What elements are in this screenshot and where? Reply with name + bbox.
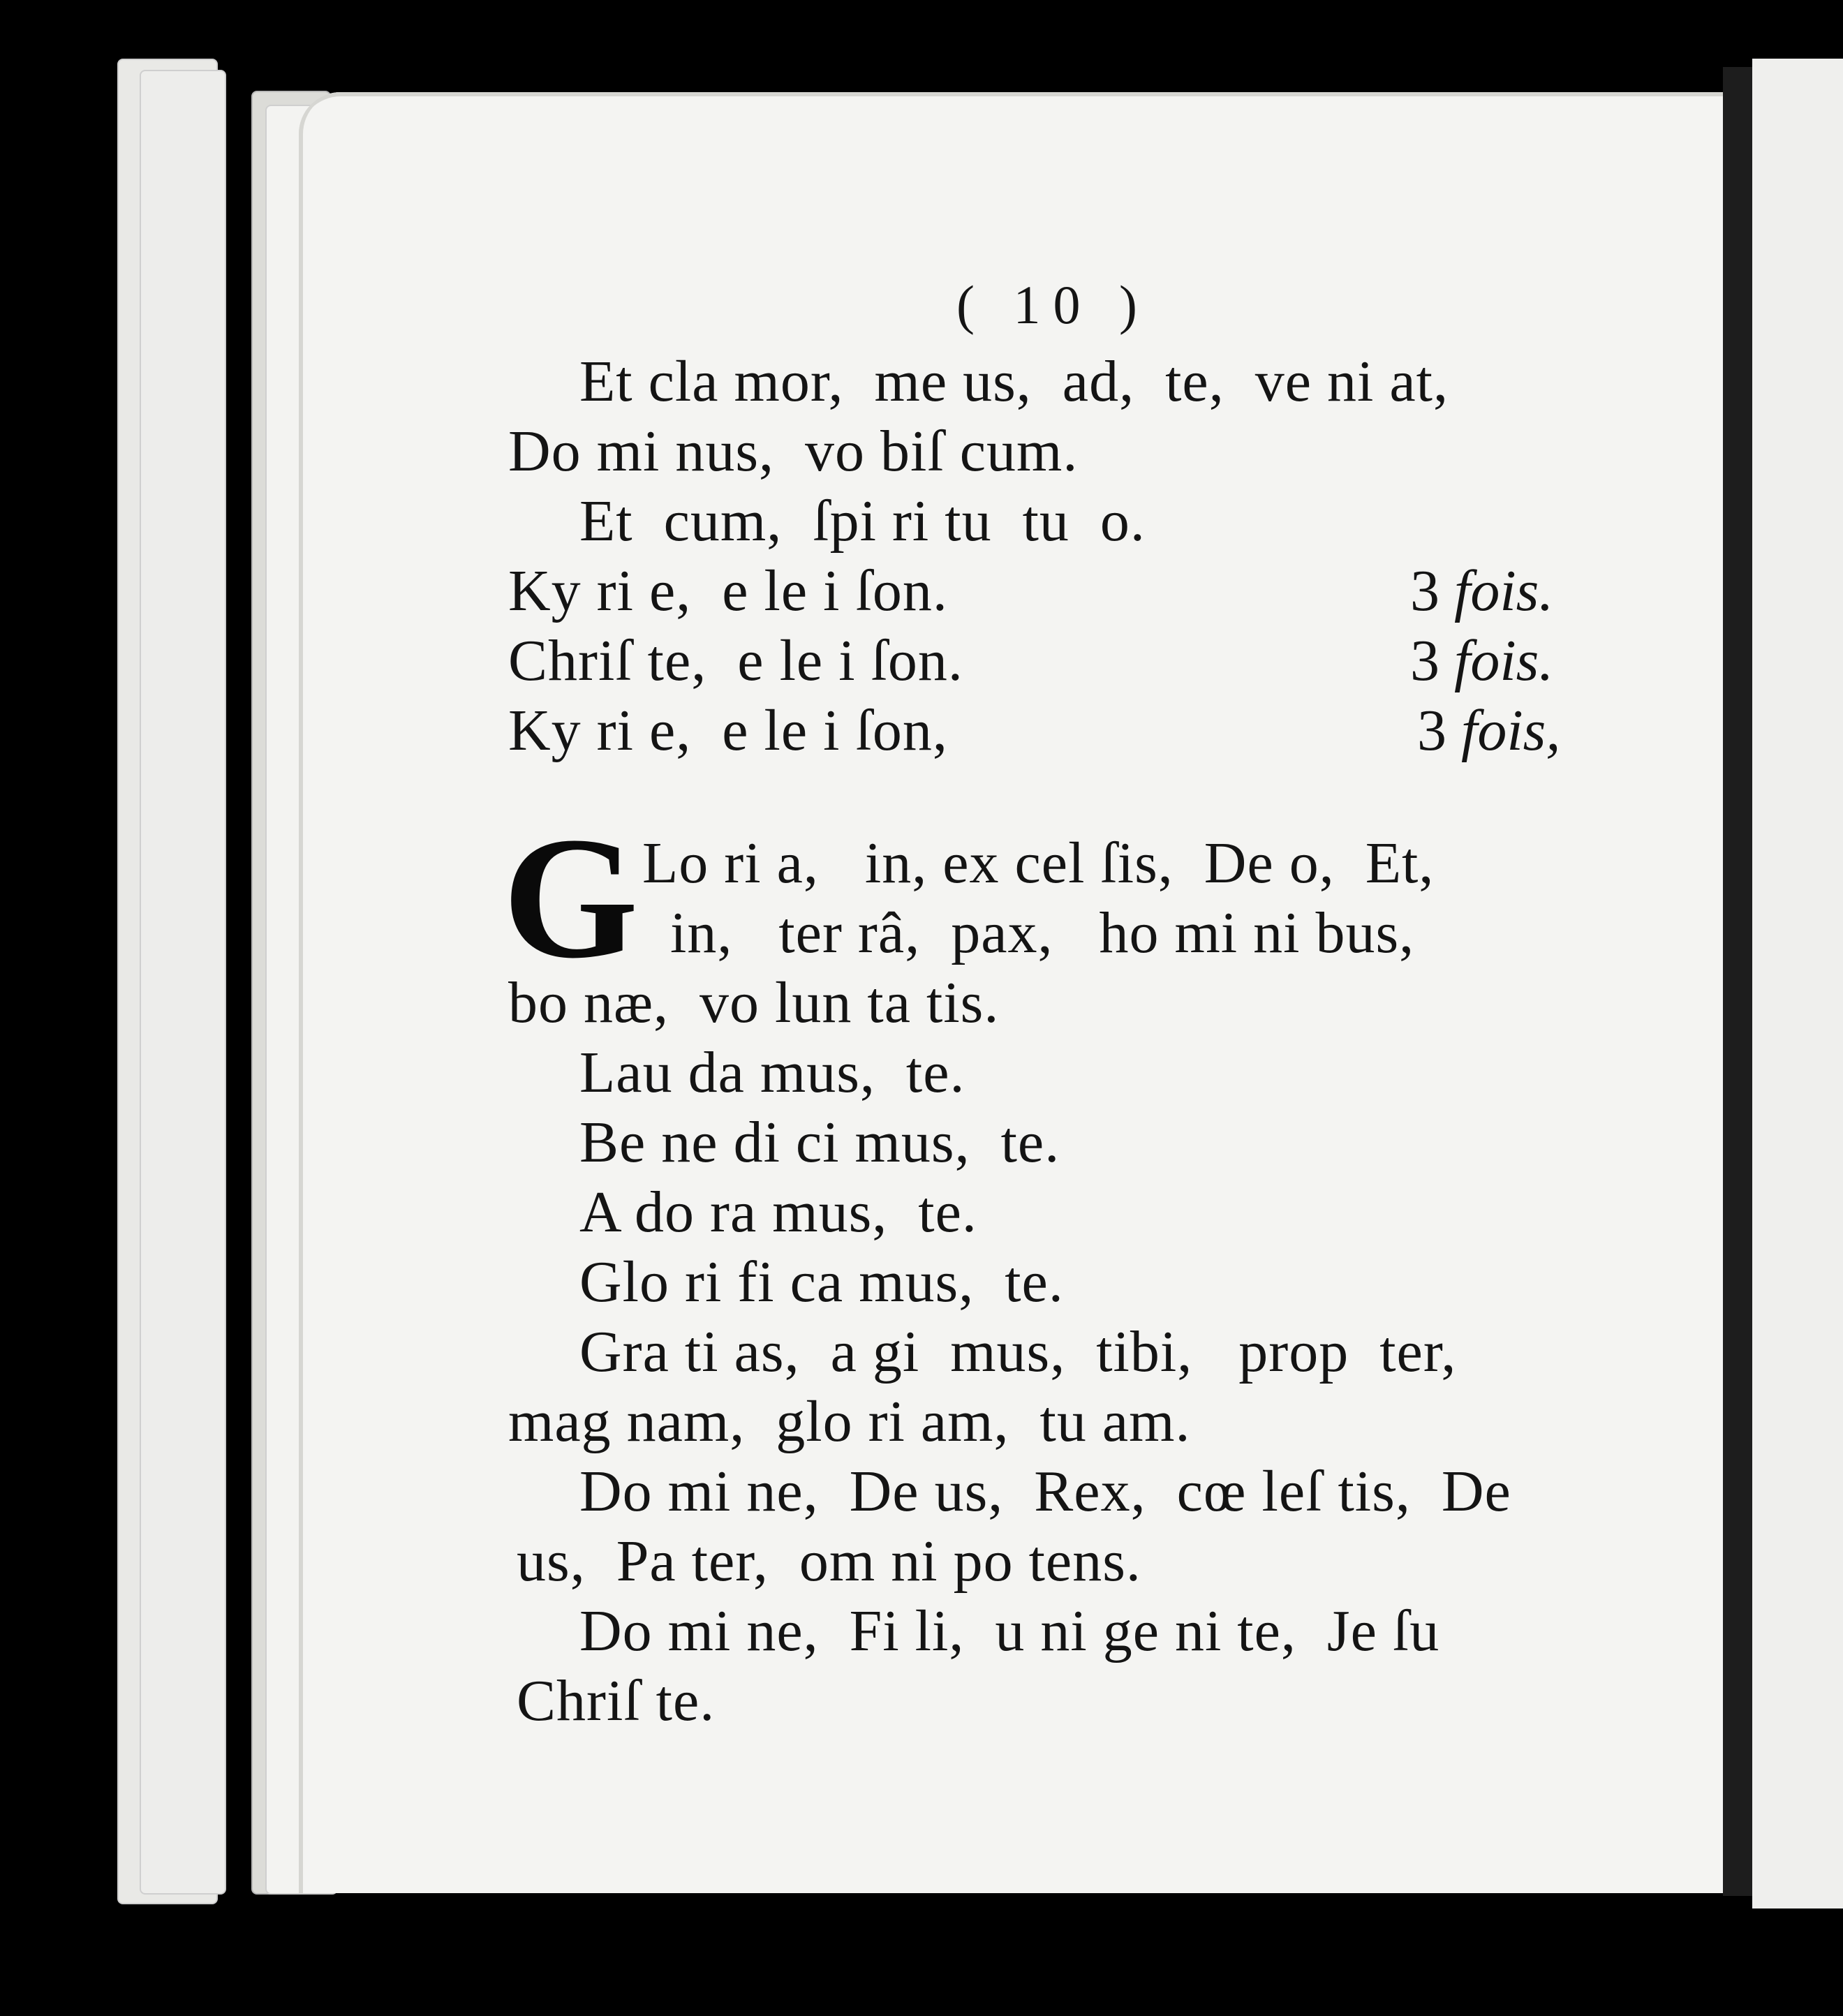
drop-cap: G: [503, 801, 639, 995]
text-line: Ky ri e, e le i ſon.: [508, 558, 948, 623]
page-edge-stack: [140, 70, 226, 1895]
text-line: A do ra mus, te.: [579, 1180, 977, 1245]
text-line: in, ter râ, pax, ho mi ni bus,: [670, 900, 1415, 965]
text-line: mag nam, glo ri am, tu am.: [508, 1389, 1191, 1454]
text-line: Do mi ne, De us, Rex, cœ leſ tis, De: [579, 1459, 1511, 1524]
text-line: Gra ti as, a gi mus, tibi, prop ter,: [579, 1319, 1457, 1384]
text-line: Chriſ te.: [517, 1668, 716, 1733]
book-gutter: [1723, 67, 1752, 1896]
text-line: Be ne di ci mus, te.: [579, 1110, 1060, 1175]
text-line: Ky ri e, e le i ſon,: [508, 698, 948, 763]
repeat-note: 3 fois,: [1417, 698, 1561, 763]
repeat-note: 3 fois.: [1410, 558, 1554, 623]
text-line: Chriſ te, e le i ſon.: [508, 628, 963, 693]
text-line: us, Pa ter, om ni po tens.: [517, 1529, 1141, 1594]
text-line: Lo ri a, in, ex cel ſis, De o, Et,: [642, 831, 1435, 896]
text-line: Et cla mor, me us, ad, te, ve ni at,: [579, 349, 1449, 414]
text-line: Glo ri fi ca mus, te.: [579, 1250, 1064, 1314]
text-line: bo næ, vo lun ta tis.: [508, 970, 1000, 1035]
text-line: Do mi ne, Fi li, u ni ge ni te, Je ſu: [579, 1599, 1440, 1663]
text-line: Lau da mus, te.: [579, 1040, 965, 1105]
facing-page: [1752, 59, 1843, 1908]
text-line: Et cum, ſpi ri tu tu o.: [579, 489, 1146, 554]
text-line: Do mi nus, vo biſ cum.: [508, 419, 1079, 484]
repeat-note: 3 fois.: [1410, 628, 1554, 693]
page-number: ( 10 ): [956, 274, 1150, 335]
